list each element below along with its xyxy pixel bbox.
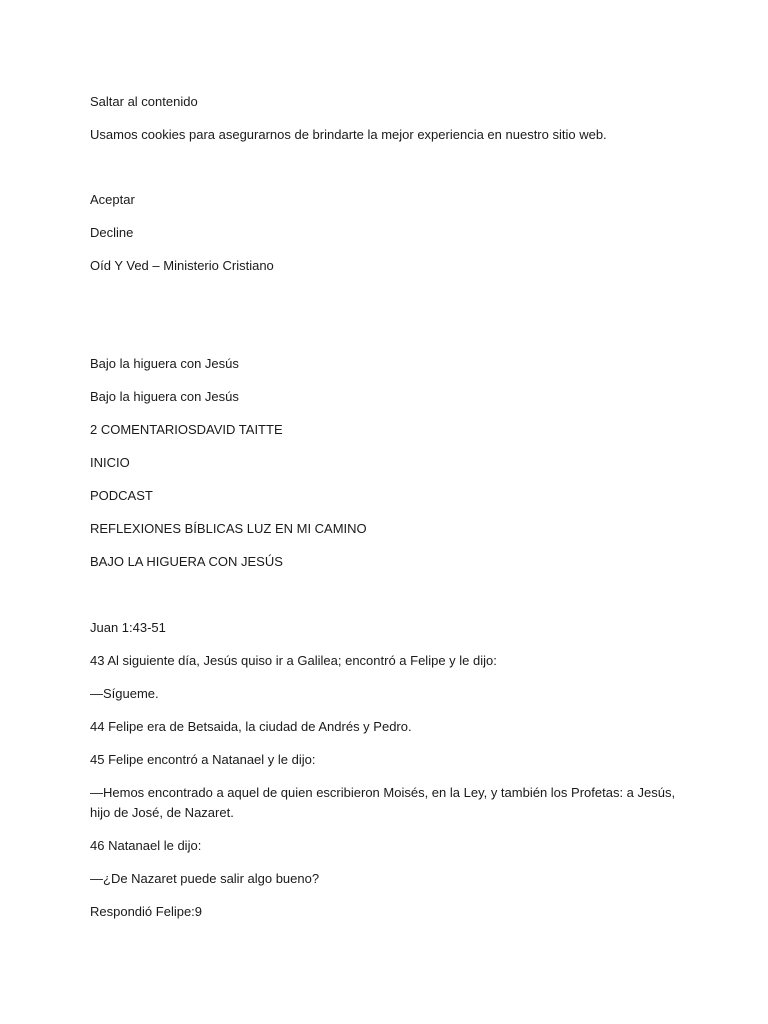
- paragraph: 44 Felipe era de Betsaida, la ciudad de Andrés y Pedro.: [90, 719, 412, 734]
- breadcrumb-item-podcast[interactable]: PODCAST: [90, 488, 153, 503]
- breadcrumb-item-reflexiones[interactable]: REFLEXIONES BÍBLICAS LUZ EN MI CAMINO: [90, 521, 367, 536]
- cookie-message: Usamos cookies para asegurarnos de brindarte la mejor experiencia en nuestro sitio web.: [90, 127, 607, 142]
- paragraph: —Hemos encontrado a aquel de quien escribieron Moisés, en la Ley, y también los Profetas: a Jesús, hijo de José, de Nazaret.: [90, 785, 676, 820]
- paragraph: 46 Natanael le dijo:: [90, 838, 202, 853]
- breadcrumb-item-current: BAJO LA HIGUERA CON JESÚS: [90, 554, 283, 569]
- site-title-link[interactable]: Oíd Y Ved – Ministerio Cristiano: [90, 258, 274, 273]
- decline-cookies-button[interactable]: Decline: [90, 225, 134, 240]
- post-meta: 2 COMENTARIOSDAVID TAITTE: [90, 422, 283, 437]
- paragraph: 43 Al siguiente día, Jesús quiso ir a Galilea; encontró a Felipe y le dijo:: [90, 653, 497, 668]
- accept-cookies-button[interactable]: Aceptar: [90, 192, 135, 207]
- paragraph: —Sígueme.: [90, 686, 159, 701]
- scripture-reference: Juan 1:43-51: [90, 620, 166, 635]
- paragraph: 45 Felipe encontró a Natanael y le dijo:: [90, 752, 316, 767]
- paragraph: Respondió Felipe:9: [90, 904, 203, 919]
- post-title: Bajo la higuera con Jesús: [90, 356, 239, 371]
- paragraph: —¿De Nazaret puede salir algo bueno?: [90, 871, 320, 886]
- skip-to-content-link[interactable]: Saltar al contenido: [90, 94, 198, 109]
- post-heading: Bajo la higuera con Jesús: [90, 389, 239, 404]
- breadcrumb-item-inicio[interactable]: INICIO: [90, 455, 130, 470]
